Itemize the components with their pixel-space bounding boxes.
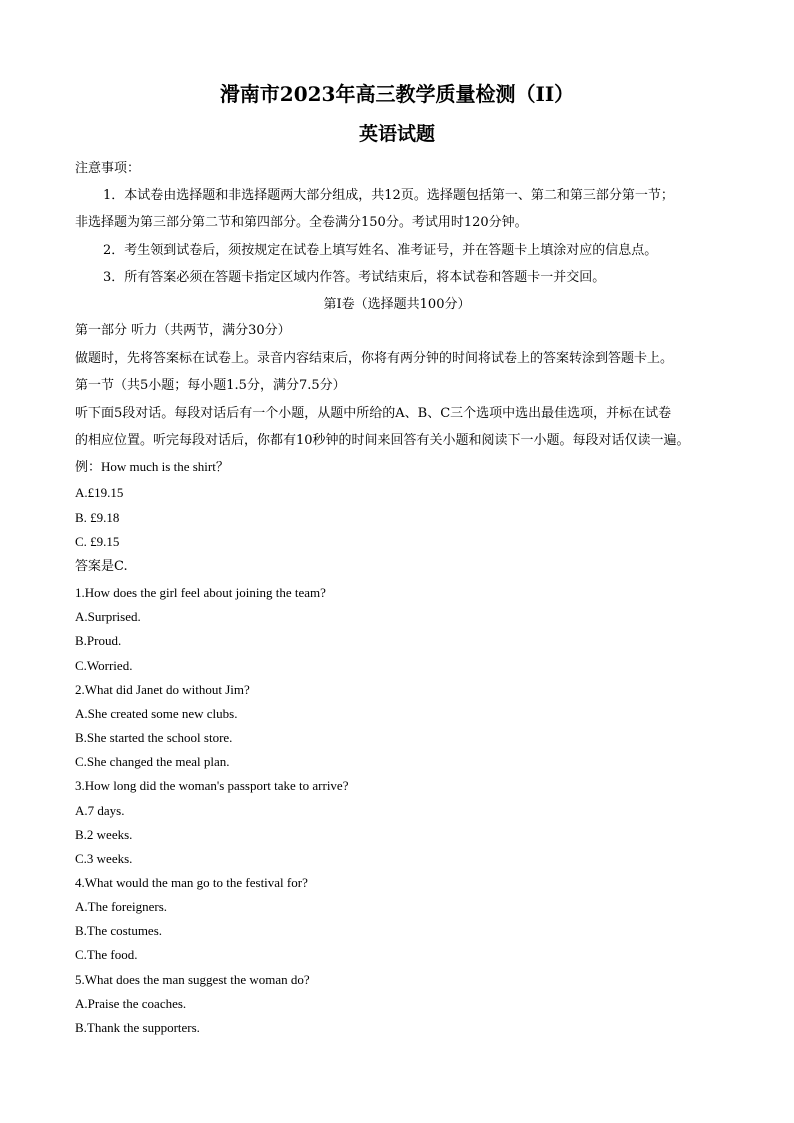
- question-1: 1.How does the girl feel about joining the team?: [75, 585, 326, 600]
- question-3: 3.How long did the woman's passport take to arrive?: [75, 778, 349, 793]
- example-option-b: B. £9.18: [75, 510, 120, 525]
- question-4-option-c: C.The food.: [75, 947, 138, 962]
- question-1-option-b: B.Proud.: [75, 633, 122, 648]
- example-answer: 答案是C.: [75, 559, 128, 574]
- part1-instruction: 做题时，先将答案标在试卷上。录音内容结束后，你将有两分钟的时间将试卷上的答案转涂到答题卡上。: [75, 351, 674, 366]
- example-option-a: A.£19.15: [75, 485, 124, 500]
- question-5: 5.What does the man suggest the woman do?: [75, 972, 310, 987]
- example-question: 例：How much is the shirt？: [75, 459, 229, 474]
- question-4: 4.What would the man go to the festival for?: [75, 875, 308, 890]
- question-3-option-a: A.7 days.: [75, 803, 125, 818]
- section1-heading: 第一节（共5小题；每小题1.5分，满分7.5分）: [75, 378, 346, 393]
- volume-title: 第I卷（选择题共100分）: [323, 297, 471, 312]
- notice-item-1-line-1: 1．本试卷由选择题和非选择题两大部分组成，共12页。选择题包括第一、第二和第三部分第一节；: [103, 188, 674, 203]
- question-1-option-c: C.Worried.: [75, 658, 133, 673]
- notice-item-1-line-2: 非选择题为第三部分第二节和第四部分。全卷满分150分。考试用时120分钟。: [75, 215, 528, 230]
- notice-item-2: 2．考生领到试卷后，须按规定在试卷上填写姓名、准考证号，并在答题卡上填涂对应的信息点。: [103, 243, 658, 258]
- question-5-option-b: B.Thank the supporters.: [75, 1020, 200, 1035]
- question-2: 2.What did Janet do without Jim?: [75, 682, 250, 697]
- question-4-option-a: A.The foreigners.: [75, 899, 168, 914]
- question-5-option-a: A.Praise the coaches.: [75, 996, 187, 1011]
- question-2-option-b: B.She started the school store.: [75, 730, 233, 745]
- notice-heading: 注意事项：: [75, 161, 141, 176]
- question-4-option-b: B.The costumes.: [75, 923, 163, 938]
- question-3-option-b: B.2 weeks.: [75, 827, 133, 842]
- exam-title: 滑南市2023年高三教学质量检测（II）: [219, 82, 575, 106]
- question-2-option-c: C.She changed the meal plan.: [75, 754, 230, 769]
- notice-item-3: 3．所有答案必须在答题卡指定区域内作答。考试结束后，将本试卷和答题卡一并交回。: [103, 270, 606, 285]
- question-3-option-c: C.3 weeks.: [75, 851, 133, 866]
- part1-heading: 第一部分 听力（共两节，满分30分）: [75, 323, 291, 338]
- question-1-option-a: A.Surprised.: [75, 609, 141, 624]
- example-option-c: C. £9.15: [75, 534, 120, 549]
- exam-subtitle: 英语试题: [358, 123, 435, 145]
- section1-instruction-line-2: 的相应位置。听完每段对话后，你都有10秒钟的时间来回答有关小题和阅读下一小题。每段对话仅读一遍。: [75, 433, 690, 448]
- question-2-option-a: A.She created some new clubs.: [75, 706, 238, 721]
- section1-instruction-line-1: 听下面5段对话。每段对话后有一个小题，从题中所给的A、B、C三个选项中选出最佳选项，并标在试卷: [75, 406, 672, 421]
